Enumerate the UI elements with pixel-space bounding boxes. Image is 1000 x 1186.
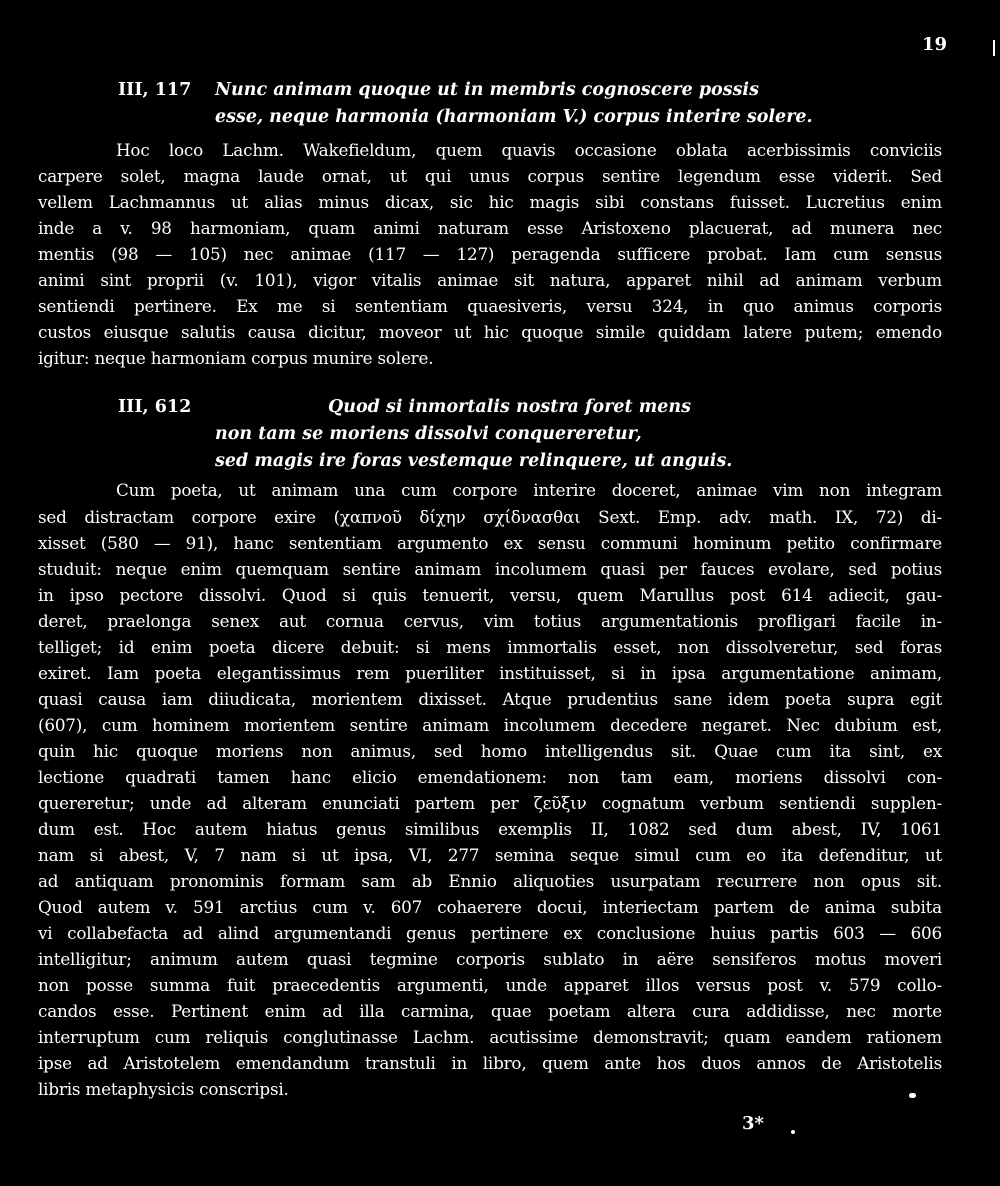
signature-mark: 3* [742, 1113, 764, 1134]
text-line: igitur: neque harmoniam corpus munire solere. [38, 348, 434, 368]
text-line: telliget; id enim poeta dicere debuit: si mens immortalis esset, non dissolveretur, sed foras [38, 637, 942, 657]
text-line: Cum poeta, ut animam una cum corpore interire doceret, animae vim non integram [116, 480, 942, 500]
text-line: xisset (580 — 91), hanc sententiam argumento ex sensu communi hominum petito confirmare [38, 533, 942, 553]
text-line: vi collabefacta ad alind argumentandi genus pertinere ex conclusione huius partis 603 — 606 [38, 923, 942, 943]
text-line: dum est. Hoc autem hiatus genus similibus exemplis II, 1082 sed dum abest, IV, 1061 [38, 819, 942, 839]
text-line: intelligitur; animum autem quasi tegmine corporis sublato in aëre sensiferos motus moveri [38, 949, 942, 969]
text-line: lectione quadrati tamen hanc elicio emendationem: non tam eam, moriens dissolvi con- [38, 767, 942, 787]
text-line: quasi causa iam diiudicata, morientem dixisset. Atque prudentius sane idem poeta supra egit [38, 689, 942, 709]
scan-speck [993, 40, 995, 56]
text-line: in ipso pectore dissolvi. Quod si quis tenuerit, versu, quem Marullus post 614 adiecit, gau- [38, 585, 942, 605]
text-line: nam si abest, V, 7 nam si ut ipsa, VI, 277 semina seque simul cum eo ita defenditur, ut [38, 845, 942, 865]
entry-2-ref: III, 612 [118, 397, 192, 417]
entry-2-headline-3: sed magis ire foras vestemque relinquere, ut anguis. [215, 451, 733, 471]
text-line: inde a v. 98 harmoniam, quam animi naturam esse Aristoxeno placuerat, ad munera nec [38, 218, 942, 238]
text-line: quin hic quoque moriens non animus, sed homo intelligendus sit. Quae cum ita sint, ex [38, 741, 942, 761]
text-line: libris metaphysicis conscripsi. [38, 1079, 289, 1099]
page-number: 19 [922, 34, 948, 55]
entry-1-ref: III, 117 [118, 80, 192, 100]
text-line: Hoc loco Lachm. Wakefieldum, quem quavis occasione oblata acerbissimis conviciis [116, 140, 942, 160]
entry-1-headline-2: esse, neque harmonia (harmoniam V.) corpus interire solere. [215, 107, 813, 127]
text-line: (607), cum hominem morientem sentire animam incolumem decedere negaret. Nec dubium est, [38, 715, 942, 735]
text-line: ad antiquam pronominis formam sam ab Ennio aliquoties usurpatam recurrere non opus sit. [38, 871, 942, 891]
text-line: interruptum cum reliquis conglutinasse Lachm. acutissime demonstravit; quam eandem rationem [38, 1027, 942, 1047]
text-line: animi sint proprii (v. 101), vigor vitalis animae sit natura, apparet nihil ad animam verbum [38, 270, 942, 290]
text-line: carpere solet, magna laude ornat, ut qui unus corpus sentire legendum esse viderit. Sed [38, 166, 942, 186]
text-line: custos eiusque salutis causa dicitur, moveor ut hic quoque simile quiddam latere putem; emendo [38, 322, 942, 342]
entry-2-headline-2: non tam se moriens dissolvi conquereretur, [215, 424, 642, 444]
entry-1-headline-1: Nunc animam quoque ut in membris cognoscere possis [215, 80, 759, 100]
text-line: mentis (98 — 105) nec animae (117 — 127) peragenda sufficere probat. Iam cum sensus [38, 244, 942, 264]
text-line: quereretur; unde ad alteram enunciati partem per ζεῦξιν cognatum verbum sentiendi supplen- [38, 793, 942, 813]
text-line: Quod autem v. 591 arctius cum v. 607 cohaerere docui, interiectam partem de anima subita [38, 897, 942, 917]
entry-2-headline-1: Quod si inmortalis nostra foret mens [328, 397, 691, 417]
scan-speck [791, 1130, 795, 1134]
text-line: vellem Lachmannus ut alias minus dicax, sic hic magis sibi constans fuisset. Lucretius enim [38, 192, 942, 212]
text-line: studuit: neque enim quemquam sentire animam incolumem quasi per fauces evolare, sed potius [38, 559, 942, 579]
text-line: non posse summa fuit praecedentis argumenti, unde apparet illos versus post v. 579 collo- [38, 975, 942, 995]
text-line: sed distractam corpore exire (χαπνοῦ δίχην σχίδνασθαι Sext. Emp. adv. math. IX, 72) di- [38, 507, 942, 527]
text-line: sentiendi pertinere. Ex me si sententiam quaesiveris, versu 324, in quo animus corporis [38, 296, 942, 316]
text-line: ipse ad Aristotelem emendandum transtuli in libro, quem ante hos duos annos de Aristotelis [38, 1053, 942, 1073]
text-line: deret, praelonga senex aut cornua cervus, vim totius argumentationis profligari facile in- [38, 611, 942, 631]
scan-speck [909, 1093, 916, 1098]
text-line: exiret. Iam poeta elegantissimus rem pueriliter instituisset, si in ipsa argumentatione animam, [38, 663, 942, 683]
text-line: candos esse. Pertinent enim ad illa carmina, quae poetam altera cura addidisse, nec morte [38, 1001, 942, 1021]
